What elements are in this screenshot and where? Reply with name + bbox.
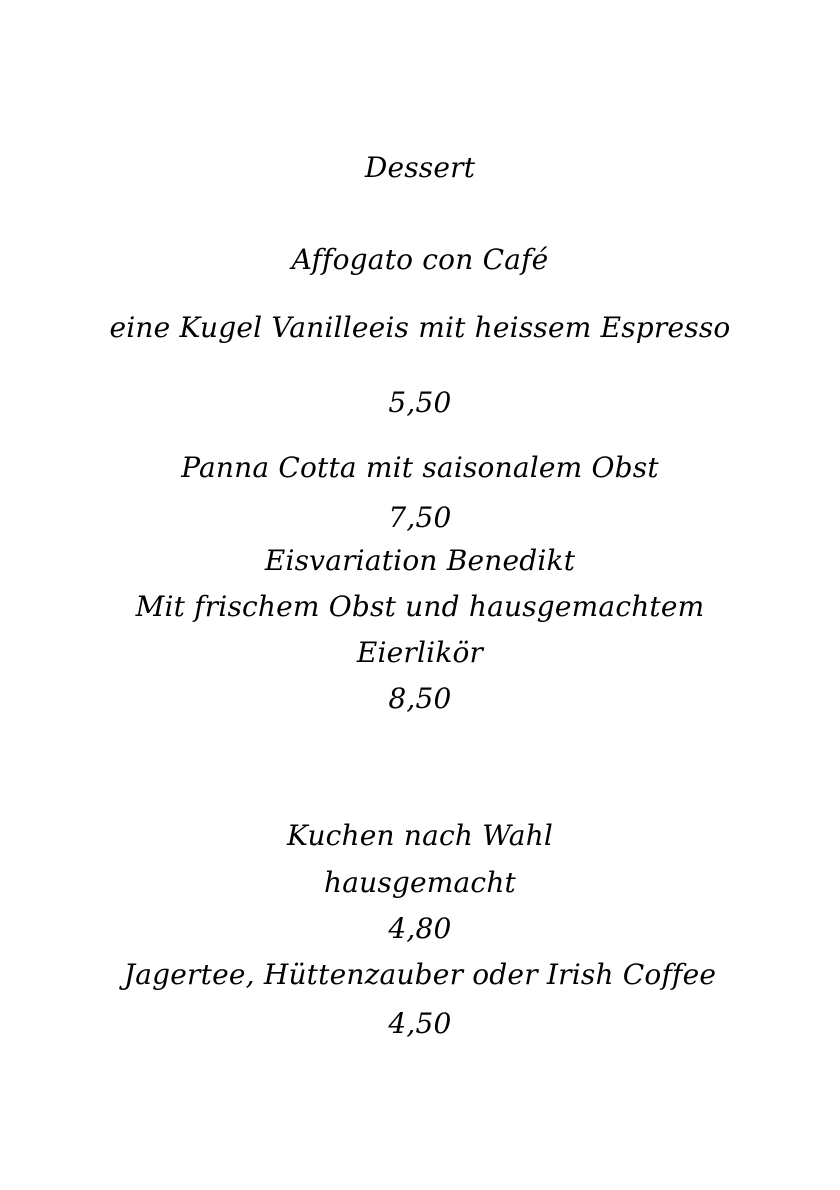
menu-item-name: Panna Cotta mit saisonalem Obst (181, 451, 659, 484)
menu-item-description-continued: Eierlikör (356, 636, 484, 669)
menu-item-description: hausgemacht (323, 866, 517, 899)
menu-item-description: eine Kugel Vanilleeis mit heissem Espresso (109, 311, 731, 344)
menu-item-name: Kuchen nach Wahl (286, 819, 554, 852)
menu-item-price: 8,50 (388, 682, 452, 715)
menu-item-name: Jagertee, Hüttenzauber oder Irish Coffee (123, 958, 717, 991)
menu-item-price: 7,50 (388, 501, 452, 534)
menu-item-price: 5,50 (388, 386, 452, 419)
menu-item-price: 4,50 (388, 1007, 452, 1040)
menu-item-name: Eisvariation Benedikt (264, 544, 576, 577)
menu-item-description: Mit frischem Obst und hausgemachtem (135, 590, 705, 623)
menu-item-name: Affogato con Café (291, 243, 549, 276)
menu-item-price: 4,80 (388, 912, 452, 945)
menu-title: Dessert (364, 151, 476, 184)
